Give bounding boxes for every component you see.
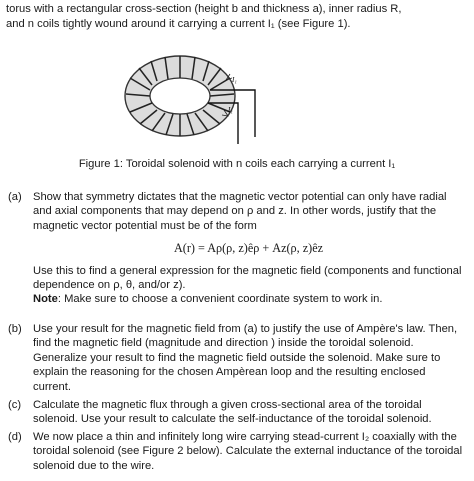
current-label-top: I₁ — [232, 76, 237, 84]
intro-line-2: and n coils tightly wound around it carrying a current I₁ (see Figure 1). — [6, 17, 351, 30]
part-d-label: (d) — [8, 431, 22, 443]
part-a-text: Show that symmetry dictates that the magnetic vector potential can only have radial and axial components that may depend on ρ and z. In other words, justify that the magnetic vector potential must be of the form — [33, 191, 447, 232]
part-a — [8, 190, 464, 307]
part-a-label: (a) — [8, 191, 22, 203]
part-d — [8, 430, 464, 473]
note-text: : Make sure to choose a convenient coordinate system to work in. — [57, 293, 383, 306]
intro-line-1: torus with a rectangular cross-section (height b and thickness a), inner radius R, — [6, 3, 402, 15]
vector-potential-equation: A(r) = Aρ(ρ, z)êρ + Az(ρ, z)êz — [173, 241, 324, 256]
toroid-inner-hole — [150, 78, 210, 114]
note-label: Note — [33, 293, 58, 306]
part-c-label: (c) — [8, 399, 22, 411]
part-a-text-2: Use this to find a general expression for the magnetic field (components and functional dependence on ρ, θ, and/or z). — [33, 264, 462, 292]
part-b-label: (b) — [8, 323, 22, 335]
part-d-text: We now place a thin and infinitely long wire carrying stead-current I₂ coaxially with the toroidal solenoid (see Figure 2 below). Calculate the external inductance of the toroidal solenoid due to the wire. — [33, 431, 463, 472]
part-c-text: Calculate the magnetic flux through a given cross-sectional area of the toroidal solenoid. Use your result to calculate the self-inductance of the toroidal solenoid. — [33, 399, 432, 426]
figure-caption: Figure 1: Toroidal solenoid with n coils each carrying a current I₁ — [78, 158, 396, 170]
toroid-figure — [120, 40, 320, 155]
intro-paragraph — [6, 2, 468, 31]
current-label-bottom: I₁ — [228, 106, 233, 114]
part-a-note — [33, 292, 464, 306]
part-b — [8, 322, 464, 394]
part-b-text: Use your result for the magnetic field from (a) to justify the use of Ampère's law. Then, find the magnetic field (magnitude and direction ) inside the toroidal solenoid. Generalize your result to find the magnetic field outside the solenoid. Make sure to explain the reasoning for the chosen Ampèrean loop and the resulting enclosed current. — [33, 323, 458, 393]
part-c — [8, 398, 464, 427]
